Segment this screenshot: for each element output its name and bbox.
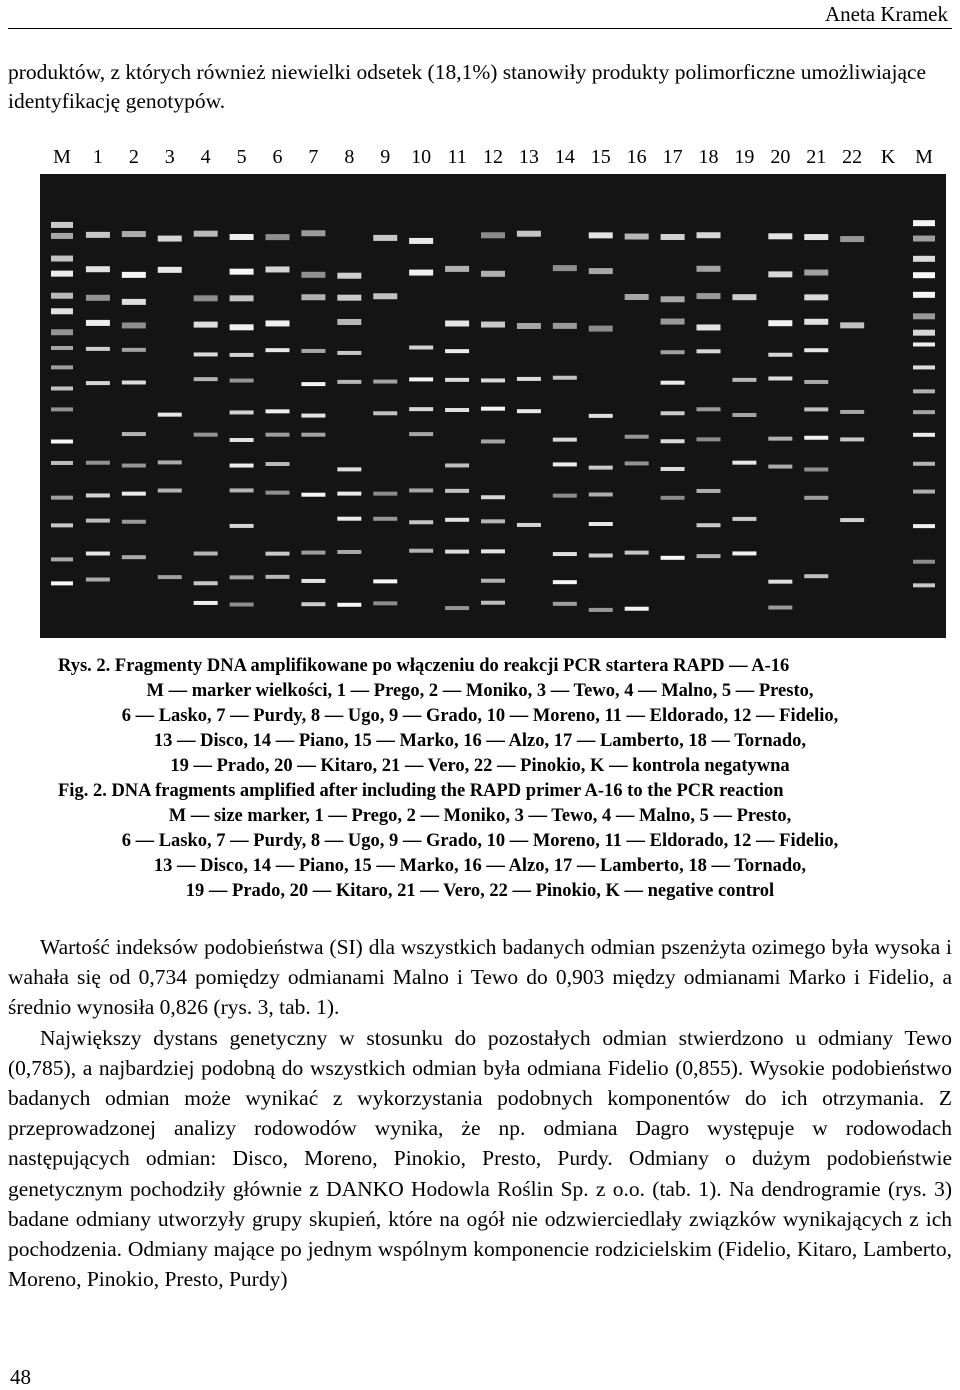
- lane-label: 18: [698, 146, 719, 168]
- gel-band: [86, 493, 110, 497]
- gel-band: [553, 323, 577, 329]
- gel-band: [230, 234, 254, 240]
- gel-band: [913, 220, 935, 226]
- gel-band: [122, 380, 146, 384]
- gel-band: [337, 550, 361, 554]
- gel-electrophoresis-image: [40, 174, 946, 638]
- gel-band: [86, 295, 110, 301]
- intro-paragraph: produktów, z których również niewielki odsetek (18,1%) stanowiły produkty polimorficzne umożliwiające identyfikację genotypów.: [8, 60, 927, 113]
- gel-band: [122, 322, 146, 328]
- caption-line: 13 — Disco, 14 — Piano, 15 — Marko, 16 — Alzo, 17 — Lamberto, 18 — Tornado,: [153, 856, 807, 876]
- gel-band: [301, 414, 325, 418]
- lane-label: 12: [483, 146, 503, 168]
- gel-band: [804, 294, 828, 300]
- gel-band: [445, 489, 469, 493]
- gel-band: [158, 267, 182, 273]
- gel-band: [768, 320, 792, 326]
- running-header: [0, 0, 960, 30]
- gel-band: [266, 234, 290, 240]
- gel-band: [625, 234, 649, 240]
- gel-band: [661, 319, 685, 325]
- gel-band: [625, 461, 649, 465]
- gel-band: [51, 308, 73, 314]
- lane-label: M: [915, 146, 933, 168]
- gel-band: [553, 376, 577, 380]
- gel-band: [481, 549, 505, 553]
- gel-band: [230, 269, 254, 275]
- gel-band: [373, 293, 397, 299]
- lane-label: 17: [662, 146, 683, 168]
- gel-band: [445, 606, 469, 610]
- gel-band: [913, 462, 935, 466]
- gel-band: [445, 320, 469, 326]
- gel-band: [230, 524, 254, 528]
- gel-band: [373, 411, 397, 415]
- gel-band: [122, 555, 146, 559]
- gel-band: [589, 326, 613, 332]
- gel-band: [266, 348, 290, 352]
- gel-band: [625, 551, 649, 555]
- gel-band: [913, 365, 935, 369]
- gel-band: [481, 495, 505, 499]
- gel-band: [301, 602, 325, 606]
- gel-band: [373, 601, 397, 605]
- gel-band: [194, 352, 218, 356]
- gel-band: [661, 467, 685, 471]
- gel-band: [194, 231, 218, 237]
- caption-line: 6 — Lasko, 7 — Purdy, 8 — Ugo, 9 — Grado, 10 — Moreno, 11 — Eldorado, 12 — Fidelio,: [121, 831, 839, 851]
- gel-band: [409, 520, 433, 524]
- lane-label: 16: [626, 146, 647, 168]
- gel-band: [840, 437, 864, 441]
- gel-band: [445, 408, 469, 412]
- gel-band: [913, 342, 935, 346]
- gel-band: [804, 407, 828, 411]
- gel-band: [732, 378, 756, 382]
- gel-band: [913, 272, 935, 278]
- gel-band: [913, 389, 935, 393]
- gel-band: [732, 517, 756, 521]
- caption-line: 19 — Prado, 20 — Kitaro, 21 — Vero, 22 — Pinokio, K — negative control: [185, 881, 775, 901]
- gel-band: [51, 407, 73, 411]
- gel-band: [481, 601, 505, 605]
- lane-label: 21: [806, 146, 827, 168]
- gel-band: [301, 349, 325, 353]
- gel-band: [266, 491, 290, 495]
- gel-band: [51, 581, 73, 585]
- gel-band: [86, 552, 110, 556]
- gel-band: [625, 294, 649, 300]
- gel-band: [409, 377, 433, 381]
- gel-band: [86, 232, 110, 238]
- gel-band: [697, 232, 721, 238]
- gel-band: [158, 236, 182, 242]
- gel-band: [194, 433, 218, 437]
- gel-band: [804, 270, 828, 276]
- caption-polish: [8, 654, 952, 779]
- gel-band: [51, 346, 73, 350]
- gel-band: [553, 552, 577, 556]
- gel-band: [804, 319, 828, 325]
- gel-band: [768, 271, 792, 277]
- gel-band: [230, 324, 254, 330]
- gel-band: [51, 293, 73, 299]
- gel-band: [661, 234, 685, 240]
- gel-band: [194, 601, 218, 605]
- gel-band: [445, 266, 469, 272]
- gel-band: [230, 488, 254, 492]
- gel-band: [697, 324, 721, 330]
- gel-band: [301, 272, 325, 278]
- gel-band: [337, 273, 361, 279]
- gel-band: [589, 492, 613, 496]
- gel-band: [373, 579, 397, 583]
- gel-band: [481, 579, 505, 583]
- lane-label: M: [53, 146, 71, 168]
- gel-band: [697, 266, 721, 272]
- gel-band: [517, 323, 541, 329]
- gel-band: [122, 492, 146, 496]
- gel-band: [732, 294, 756, 300]
- caption-line: 13 — Disco, 14 — Piano, 15 — Marko, 16 — Alzo, 17 — Lamberto, 18 — Tornado,: [153, 731, 807, 751]
- lane-label: 13: [518, 146, 539, 168]
- gel-band: [804, 380, 828, 384]
- gel-band: [732, 551, 756, 555]
- gel-band: [913, 490, 935, 494]
- gel-band: [768, 376, 792, 380]
- gel-band: [266, 409, 290, 413]
- gel-band: [158, 575, 182, 579]
- gel-band: [445, 550, 469, 554]
- gel-band: [804, 467, 828, 471]
- gel-band: [768, 606, 792, 610]
- gel-band: [589, 232, 613, 238]
- gel-band: [697, 293, 721, 299]
- gel-band: [51, 222, 73, 228]
- gel-band: [86, 381, 110, 385]
- gel-band: [481, 378, 505, 382]
- gel-band: [445, 349, 469, 353]
- gel-band: [337, 319, 361, 325]
- gel-image-drawing: [40, 174, 946, 638]
- gel-band: [51, 271, 73, 277]
- body-text: [8, 932, 952, 1294]
- lane-label: 8: [344, 146, 355, 168]
- gel-band: [51, 329, 73, 335]
- lane-label: 11: [447, 146, 467, 168]
- gel-band: [553, 580, 577, 584]
- gel-band: [409, 488, 433, 492]
- lane-label: 3: [164, 146, 175, 168]
- gel-band: [373, 380, 397, 384]
- gel-band: [517, 377, 541, 381]
- gel-band: [266, 462, 290, 466]
- lane-label: 7: [308, 146, 319, 168]
- lane-label: 20: [770, 146, 791, 168]
- gel-band: [661, 439, 685, 443]
- gel-band: [51, 440, 73, 444]
- gel-band: [230, 353, 254, 357]
- gel-band: [661, 556, 685, 560]
- gel-band: [337, 467, 361, 471]
- gel-band: [86, 320, 110, 326]
- caption-english: [8, 779, 952, 904]
- gel-band: [913, 433, 935, 437]
- gel-band: [122, 432, 146, 436]
- gel-band: [86, 266, 110, 272]
- gel-band: [840, 322, 864, 328]
- gel-band: [697, 554, 721, 558]
- gel-band: [337, 517, 361, 521]
- gel-band: [768, 233, 792, 239]
- gel-band: [301, 579, 325, 583]
- gel-band: [768, 580, 792, 584]
- gel-band: [913, 560, 935, 564]
- gel-band: [337, 295, 361, 301]
- gel-band: [553, 438, 577, 442]
- gel-band: [409, 407, 433, 411]
- gel-band: [409, 432, 433, 436]
- lane-label: 5: [236, 146, 247, 168]
- gel-band: [194, 295, 218, 301]
- gel-band: [553, 494, 577, 498]
- gel-band: [230, 464, 254, 468]
- lane-label: 15: [590, 146, 611, 168]
- gel-band: [697, 349, 721, 353]
- gel-band: [913, 330, 935, 336]
- gel-band: [337, 351, 361, 355]
- gel-band: [553, 602, 577, 606]
- gel-band: [122, 464, 146, 468]
- gel-band: [913, 256, 935, 262]
- gel-band: [230, 295, 254, 301]
- gel-band: [409, 346, 433, 350]
- gel-band: [230, 438, 254, 442]
- gel-band: [840, 410, 864, 414]
- gel-band: [266, 266, 290, 272]
- gel-band: [51, 365, 73, 369]
- gel-band: [122, 299, 146, 305]
- gel-band: [266, 552, 290, 556]
- caption-line: Rys. 2. Fragmenty DNA amplifikowane po włączeniu do reakcji PCR startera RAPD — A-16: [58, 656, 790, 676]
- gel-band: [230, 603, 254, 607]
- gel-band: [230, 379, 254, 383]
- gel-band: [913, 313, 935, 319]
- gel-band: [517, 231, 541, 237]
- gel-band: [194, 552, 218, 556]
- gel-band: [625, 435, 649, 439]
- gel-band: [51, 496, 73, 500]
- lane-label: 10: [411, 146, 432, 168]
- gel-band: [122, 272, 146, 278]
- gel-band: [51, 557, 73, 561]
- gel-band: [481, 322, 505, 328]
- lane-label: 19: [734, 146, 755, 168]
- gel-band: [194, 322, 218, 328]
- gel-band: [337, 492, 361, 496]
- gel-band: [589, 553, 613, 557]
- caption-line: Fig. 2. DNA fragments amplified after including the RAPD primer A-16 to the PCR reaction: [58, 781, 784, 801]
- caption-line: M — marker wielkości, 1 — Prego, 2 — Moniko, 3 — Tewo, 4 — Malno, 5 — Presto,: [146, 681, 814, 701]
- gel-band: [661, 296, 685, 302]
- gel-band: [230, 410, 254, 414]
- gel-band: [732, 413, 756, 417]
- gel-band: [768, 465, 792, 469]
- gel-band: [122, 520, 146, 524]
- lane-label: K: [880, 146, 896, 168]
- gel-band: [194, 377, 218, 381]
- gel-band: [913, 236, 935, 242]
- gel-band: [589, 522, 613, 526]
- lane-label: 14: [554, 146, 575, 168]
- caption-line: 6 — Lasko, 7 — Purdy, 8 — Ugo, 9 — Grado, 10 — Moreno, 11 — Eldorado, 12 — Fidelio,: [121, 706, 839, 726]
- lane-label: 22: [842, 146, 863, 168]
- gel-lane-labels: [40, 146, 946, 176]
- gel-band: [86, 347, 110, 351]
- gel-band: [840, 518, 864, 522]
- gel-band: [697, 523, 721, 527]
- caption-line: M — size marker, 1 — Prego, 2 — Moniko, 3 — Tewo, 4 — Malno, 5 — Presto,: [168, 806, 792, 826]
- gel-band: [804, 496, 828, 500]
- gel-band: [51, 523, 73, 527]
- gel-band: [804, 436, 828, 440]
- gel-band: [337, 603, 361, 607]
- gel-band: [804, 348, 828, 352]
- gel-band: [122, 348, 146, 352]
- gel-band: [589, 268, 613, 274]
- gel-band: [86, 519, 110, 523]
- gel-band: [553, 462, 577, 466]
- gel-band: [301, 230, 325, 236]
- gel-band: [409, 238, 433, 244]
- gel-band: [732, 461, 756, 465]
- gel-band: [840, 236, 864, 242]
- gel-band: [553, 265, 577, 271]
- gel-band: [373, 492, 397, 496]
- gel-band: [768, 437, 792, 441]
- gel-band: [913, 292, 935, 298]
- gel-band: [51, 256, 73, 262]
- gel-band: [86, 461, 110, 465]
- figure-caption: [8, 654, 952, 904]
- gel-band: [589, 608, 613, 612]
- gel-band: [122, 231, 146, 237]
- gel-band: [913, 524, 935, 528]
- gel-band: [517, 409, 541, 413]
- caption-line: 19 — Prado, 20 — Kitaro, 21 — Vero, 22 — Pinokio, K — kontrola negatywna: [170, 756, 790, 776]
- gel-band: [158, 489, 182, 493]
- header-rule: [8, 28, 952, 29]
- gel-band: [445, 518, 469, 522]
- gel-band: [230, 575, 254, 579]
- gel-band: [481, 271, 505, 277]
- gel-band: [661, 411, 685, 415]
- gel-band: [481, 439, 505, 443]
- paragraph-1: Wartość indeksów podobieństwa (SI) dla wszystkich badanych odmian pszenżyta ozimego była wysoka i wahała się od 0,734 pomiędzy odmianami Malno i Tewo do 0,903 między odmianami Marko i Fidelio, a średnio wynosiła 0,826 (rys. 3, tab. 1).: [8, 935, 952, 1020]
- gel-band: [481, 519, 505, 523]
- gel-band: [409, 270, 433, 276]
- lane-label: 2: [128, 146, 139, 168]
- gel-band: [445, 378, 469, 382]
- gel-band: [51, 233, 73, 239]
- gel-band: [301, 382, 325, 386]
- gel-band: [51, 386, 73, 390]
- gel-band: [373, 235, 397, 241]
- running-header-author: Aneta Kramek: [824, 2, 948, 26]
- gel-band: [589, 414, 613, 418]
- gel-band: [697, 489, 721, 493]
- gel-band: [913, 410, 935, 414]
- gel-band: [409, 549, 433, 553]
- gel-band: [517, 523, 541, 527]
- gel-band: [661, 496, 685, 500]
- gel-band: [301, 294, 325, 300]
- gel-band: [301, 433, 325, 437]
- gel-band: [266, 433, 290, 437]
- gel-band: [913, 583, 935, 587]
- gel-band: [625, 607, 649, 611]
- gel-band: [481, 407, 505, 411]
- gel-band: [697, 437, 721, 441]
- lane-label: 1: [92, 146, 103, 168]
- gel-band: [301, 493, 325, 497]
- gel-band: [481, 232, 505, 238]
- page-number: 48: [10, 1365, 31, 1389]
- lane-label: 4: [200, 146, 211, 168]
- gel-band: [661, 381, 685, 385]
- gel-band: [589, 466, 613, 470]
- gel-band: [697, 407, 721, 411]
- gel-band: [51, 461, 73, 465]
- gel-band: [266, 575, 290, 579]
- gel-band: [86, 578, 110, 582]
- gel-band: [804, 574, 828, 578]
- gel-band: [373, 517, 397, 521]
- gel-band: [194, 581, 218, 585]
- gel-band: [804, 234, 828, 240]
- gel-band: [661, 350, 685, 354]
- gel-band: [158, 460, 182, 464]
- gel-band: [266, 320, 290, 326]
- gel-band: [301, 551, 325, 555]
- lane-label: 9: [380, 146, 391, 168]
- paragraph-2: Największy dystans genetyczny w stosunku do pozostałych odmian stwierdzono u odmiany Tewo (0,785), a najbardziej podobną do wszystkich odmian była odmiana Fidelio (0,855). Wysokie podobieństwo badanych odmian może wynikać z wykorzystania podobnych komponentów do ich otrzymania. Z przeprowadzonej analizy rodowodów wynika, że np. odmiana Dagro występuje w rodowodach następujących odmian: Disco, Moreno, Pinokio, Presto, Purdy. Odmiany o dużym podobieństwie genetycznym pochodziły głównie z DANKO Hodowla Roślin Sp. z o.o. (tab. 1). Na dendrogramie (rys. 3) badane odmiany utworzyły grupy skupień, które na ogół nie odzwierciedlały związków wynikających z ich pochodzenia. Odmiany mające po jednym wspólnym komponencie rodzicielskim (Fidelio, Kitaro, Lamberto, Moreno, Pinokio, Presto, Purdy): [8, 1025, 952, 1292]
- gel-band: [158, 413, 182, 417]
- lane-label: 6: [272, 146, 283, 168]
- gel-band: [337, 380, 361, 384]
- gel-band: [768, 353, 792, 357]
- gel-band: [445, 463, 469, 467]
